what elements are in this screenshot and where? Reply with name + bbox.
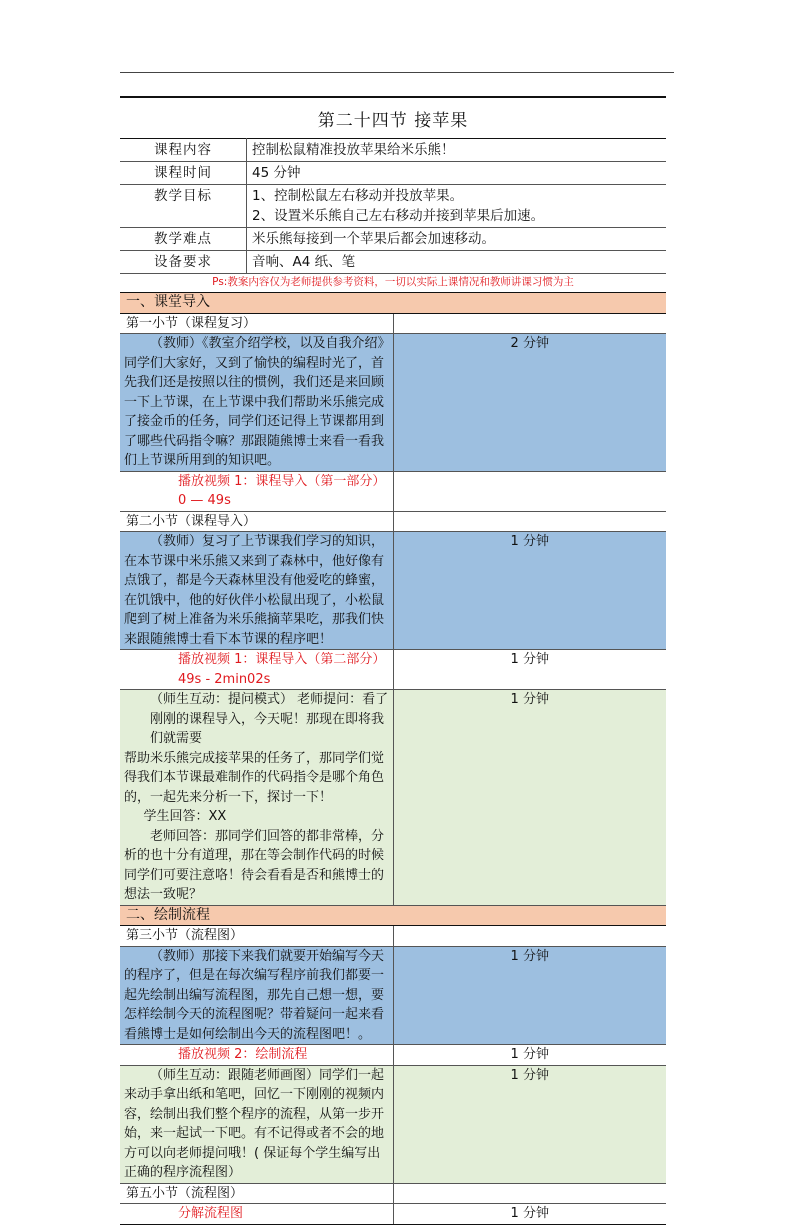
video-cue: 播放视频 1：课程导入（第二部分）49s - 2min02s (120, 650, 393, 690)
info-value (247, 185, 667, 228)
subsection-label: 第二小节（课程导入） (120, 511, 393, 532)
header-rule (120, 72, 674, 73)
teacher-paragraph: （教师）《教室介绍学校，以及自我介绍》同学们大家好，又到了愉快的编程时光了，首先我们还是按照以往的惯例，我们还是来回顾一下上节课，在上节课中我们帮助米乐熊完成了接金币的任务，同学们还记得上节课都用到了哪些代码指令嘛？那跟随熊博士来看一看我们上节课所用到的知识吧。 (120, 334, 393, 472)
info-row-goals (120, 185, 666, 228)
subsection-label: 第三小节（流程图） (120, 926, 393, 947)
section-header: 一、课堂导入 (120, 293, 666, 314)
ps-note: Ps:教案内容仅为老师提供参考资料，一切以实际上课情况和教师讲课习惯为主 (212, 276, 574, 288)
info-value: 米乐熊每接到一个苹果后都会加速移动。 (247, 228, 667, 251)
time-cell (393, 313, 666, 334)
time-cell (393, 471, 666, 511)
time-cell: 2 分钟 (393, 334, 666, 472)
info-value: 控制松鼠精准投放苹果给米乐熊！ (247, 139, 667, 162)
info-label: 教学目标 (120, 185, 247, 228)
info-row-difficulty (120, 228, 666, 251)
subsection-label: 第五小节（流程图） (120, 1183, 393, 1204)
lesson-title: 第二十四节 接苹果 (317, 111, 469, 131)
info-row-content (120, 139, 666, 162)
time-cell (393, 511, 666, 532)
section-header: 二、绘制流程 (120, 905, 666, 926)
goal-1: 1、控制松鼠左右移动并投放苹果。 (252, 188, 464, 204)
teacher-paragraph: （教师）那接下来我们就要开始编写今天的程序了，但是在每次编写程序前我们都要一起先绘制出编写流程图，那先自己想一想，要怎样绘制今天的流程图呢？带着疑问一起来看看熊博士是如何绘制出今天的流程图吧！。 (120, 946, 393, 1045)
interaction-paragraph (120, 690, 393, 906)
time-cell (393, 926, 666, 947)
time-cell: 1 分钟 (393, 1204, 666, 1225)
info-value: 45 分钟 (247, 162, 667, 185)
info-row-time (120, 162, 666, 185)
video-cue: 播放视频 1：课程导入（第一部分）0 — 49s (120, 471, 393, 511)
student-answer: 学生回答：XX (143, 809, 227, 824)
time-cell: 1 分钟 (393, 690, 666, 906)
info-label: 课程内容 (120, 139, 247, 162)
info-label: 课程时间 (120, 162, 247, 185)
time-cell: 1 分钟 (393, 650, 666, 690)
time-cell: 1 分钟 (393, 532, 666, 650)
time-cell: 1 分钟 (393, 946, 666, 1045)
time-cell: 1 分钟 (393, 1045, 666, 1066)
interaction-text: 帮助米乐熊完成接苹果的任务了，那同学们觉得我们本节课最难制作的代码指令是哪个角色的，一起先来分析一下，探讨一下！ (124, 750, 385, 805)
lesson-info-table (120, 138, 666, 274)
goal-2: 2、设置米乐熊自己左右移动并接到苹果后加速。 (252, 208, 545, 224)
video-cue: 分解流程图 (120, 1204, 393, 1225)
info-label: 设备要求 (120, 251, 247, 274)
interaction-paragraph: （师生互动：跟随老师画图）同学们一起来动手拿出纸和笔吧，回忆一下刚刚的视频内容，绘制出我们整个程序的流程，从第一步开始，来一起试一下吧。有不记得或者不会的地方可以向老师提问哦！( 保证每个学生编写出正确的程序流程图） (120, 1065, 393, 1183)
subsection-label: 第一小节（课程复习） (120, 313, 393, 334)
teacher-answer: 老师回答：那同学们回答的都非常棒，分析的也十分有道理，那在等会制作代码的时候同学们可要注意咯！待会看看是否和熊博士的想法一致呢？ (124, 828, 385, 902)
interaction-question: （师生互动：提问模式） 老师提问：看了刚刚的课程导入，今天呢！那现在即将我们就需要 (150, 692, 389, 746)
video-cue: 播放视频 2：绘制流程 (120, 1045, 393, 1066)
teacher-paragraph: （教师）复习了上节课我们学习的知识，在本节课中米乐熊又来到了森林中，他好像有点饿了，都是今天森林里没有他爱吃的蜂蜜，在饥饿中，他的好伙伴小松鼠出现了，小松鼠爬到了树上准备为米乐熊摘苹果吃，那我们快来跟随熊博士看下本节课的程序吧！ (120, 532, 393, 650)
info-label: 教学难点 (120, 228, 247, 251)
time-cell: 1 分钟 (393, 1065, 666, 1183)
info-value: 音响、A4 纸、笔 (247, 251, 667, 274)
lesson-plan-table (120, 292, 666, 1225)
time-cell (393, 1183, 666, 1204)
title-rule (120, 96, 666, 98)
info-row-equipment (120, 251, 666, 274)
